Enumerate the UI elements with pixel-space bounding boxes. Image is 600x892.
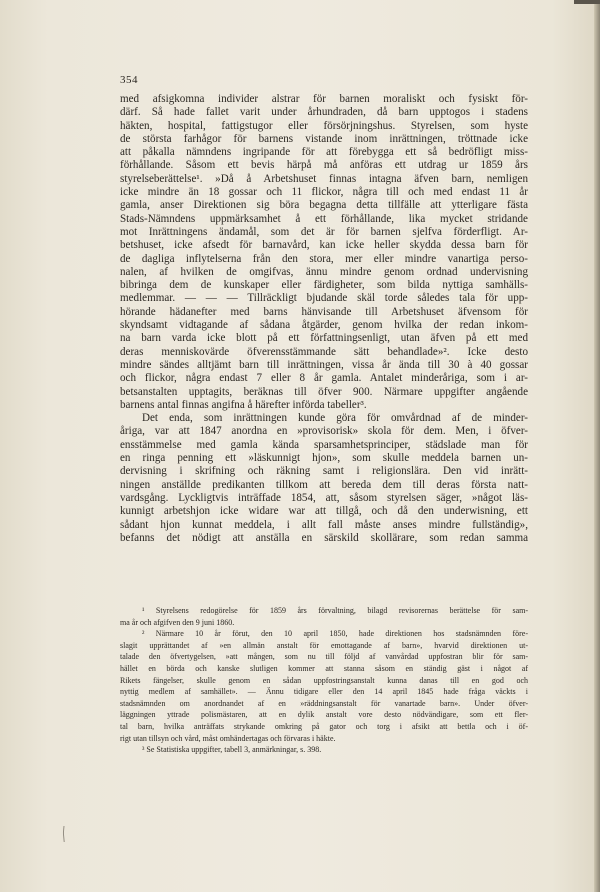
body-line: Det enda, som inrättningen kunde göra för omvårdnad af de minder-	[142, 412, 528, 425]
footnote-line: Rikets fängelser, skulle genom en sådan uppfostringsanstalt kunna danas till en god och	[120, 675, 528, 685]
body-line: icke mindre än 18 gossar och 11 flickor, några till och med endast 11 år	[120, 186, 528, 199]
body-line: befanns det nödigt att anställa en särskild skollärare, som redan samma	[120, 531, 528, 544]
body-line: kunnigt arbetshjon icke widare war att tillgå, och då den underwisning, ett	[120, 505, 528, 518]
body-line: ensstämmelse med gamla kända sparsamhetsprinciper, städslade man för	[120, 438, 528, 451]
footnote-line: rigt utan tillsyn och vård, måst omhändertagas och förvaras i häkte.	[120, 733, 336, 743]
body-line: vardsgång. Lyckligtvis inträffade 1854, att, såsom styrelsen säger, »något läs-	[120, 491, 528, 504]
body-line: nalen, af hvilken de omgifvas, ännu mindre genom ordnad undervisning	[120, 265, 528, 278]
footnote-line: hället en börda och kanske slutligen kommer att stanna såsom en ständig gäst i något af	[120, 663, 528, 673]
page-number: 354	[120, 74, 138, 86]
pencil-mark	[62, 826, 66, 842]
body-line: styrelseberättelse¹. »Då å Arbetshuset finnas intagna äfven barn, nemligen	[120, 172, 528, 185]
body-line: åriga, var att 1847 anordna en »provisorisk» skola för dem. Men, i öfver-	[120, 425, 528, 438]
body-line: ningen anställde predikanten tillkom att bereda dem till deras första natt-	[120, 478, 528, 491]
body-line: hörande hädanefter med barns hänvisande till Arbetshuset äfvensom för	[120, 305, 528, 318]
body-line: mindre sändes alltjämt barn till inrättningen, vissa år ända till 30 à 40 gossar	[120, 358, 528, 371]
body-line: mot Inrättningens ändamål, som det är för barnen sjelfva förderfligt. Ar-	[120, 225, 528, 238]
body-line: gamla, anser Direktionen sig böra begagna detta tillfälle att ytterligare fästa	[120, 199, 528, 212]
footnotes	[120, 605, 528, 756]
footnote-line: ma år och afgifven den 9 juni 1860.	[120, 617, 235, 627]
body-line: med afsigkomna individer alstrar för barnen moraliskt och fysiskt för-	[120, 93, 528, 105]
body-line: de dagliga inflytelserna från den stora, mer eller mindre vanartiga perso-	[120, 252, 528, 265]
body-line: betshuset, icke afsedt för barnavård, kan icke heller skydda dessa barn för	[120, 239, 528, 252]
body-line: sådant hjon kunnat meddela, i allt fall måste anses mindre fullständig»,	[120, 518, 528, 531]
body-line: na barn varda icke blott på ett författningsenligt, utan äfven på ett med	[120, 332, 528, 345]
body-line: medlemmar. — — — Tillräckligt bjudande skäl torde således tala för upp-	[120, 292, 528, 305]
body-line: därf. Så hade fallet varit under århundraden, då barn upptogos i stadens	[120, 106, 528, 119]
body-line: att påkalla nämndens ingripande för att förebygga ett så bedröfligt miss-	[120, 146, 528, 159]
footnote-line: tal barn, hvilka anträffats strykande omkring på gator och torg i afsikt att bettla och i öf-	[120, 721, 528, 731]
body-line: och flickor, några endast 7 eller 8 år gamla. Antalet minderåriga, som i ar-	[120, 372, 528, 385]
corner-mark	[574, 0, 600, 4]
body-line: förhållande. Såsom ett bevis härpå må anföras ett utdrag ur 1859 års	[120, 159, 528, 172]
footnote-line: stadsnämnden om anordnandet af en »räddningsanstalt för vanartade barn». Under öfver-	[120, 698, 528, 708]
body-line: skyndsamt vidtagande af sådana åtgärder, genom hvilka der redan inkom-	[120, 319, 528, 332]
body-text	[120, 93, 528, 545]
body-line: de största farhågor för barnens vistande inom inrättningen, tröttnade icke	[120, 132, 528, 145]
body-line: betsanstalten upptagits, beräknas till öfver 900. Närmare uppgifter angående	[120, 385, 528, 398]
footnote-line: talade den öfvertygelsen, »att mången, som nu till följd af vanvårdad uppfostran blir för sam-	[120, 652, 528, 662]
body-line: barnens antal finnas angifna å härefter införda tabeller³.	[120, 398, 367, 411]
footnote-line: nyttig medlem af samhället». — Ännu tidigare eller den 14 april 1845 hade fråga väckts i	[120, 687, 528, 697]
body-line: häkten, hospital, fattigstugor eller försörjningshus. Styrelsen, som hyste	[120, 119, 528, 132]
footnote-line: läggningen yttrade polismästaren, att en dylik anstalt vore desto nödvändigare, som ett fler-	[120, 710, 528, 720]
footnote-line: slagit upprättandet af »en allmän anstalt för emottagande af barn», hvarvid direktionen ut-	[120, 640, 528, 650]
footnote-line: ² Närmare 10 år förut, den 10 april 1850, hade direktionen hos stadsnämnden före-	[142, 629, 528, 639]
body-line: dervisning i skrifning och räkning samt i religionslära. Den vid inrätt-	[120, 465, 528, 478]
page-edge-shadow	[594, 0, 600, 892]
footnote-line: ¹ Styrelsens redogörelse för 1859 års förvaltning, bilagd revisorernas berättelse för sam-	[142, 606, 528, 615]
footnote-line: ³ Se Statistiska uppgifter, tabell 3, anmärkningar, s. 398.	[142, 745, 322, 755]
body-line: deras menniskovärde öfverensstämmande sätt behandlade»². Icke desto	[120, 345, 528, 358]
body-line: bibringa dem de kunskaper eller färdigheter, som bilda nyttiga samhälls-	[120, 279, 528, 292]
body-line: en ringa penning ett »läskunnigt hjon», som skulle meddela barnen un-	[120, 452, 528, 465]
body-line: Stads-Nämndens uppmärksamhet å ett förhållande, lika mycket stridande	[120, 212, 528, 225]
